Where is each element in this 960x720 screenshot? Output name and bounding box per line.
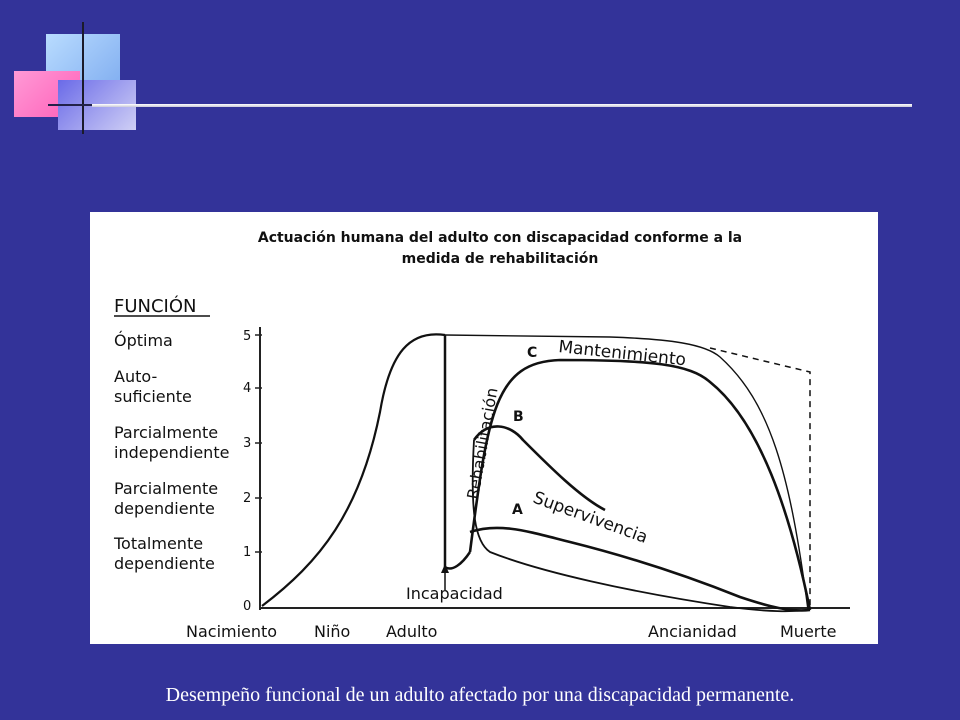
figure-title: Actuación humana del adulto con discapacidad conforme a la medida de rehabilitación	[257, 230, 743, 267]
label-c: C	[527, 345, 538, 361]
label-rehabilitacion: Rehabilitación	[463, 386, 502, 501]
level-label-4: Auto-suficiente	[114, 367, 192, 406]
y-tick-3: 3	[243, 436, 252, 451]
diagram-canvas	[90, 212, 878, 644]
label-incapacidad: Incapacidad	[406, 584, 503, 603]
label-mantenimiento: Mantenimiento	[557, 337, 687, 371]
y-tick-1: 1	[243, 545, 252, 560]
x-label-muerte: Muerte	[780, 622, 837, 641]
x-label-adulto: Adulto	[386, 622, 438, 641]
x-label-ancianidad: Ancianidad	[648, 622, 737, 641]
decor-vertical-line	[82, 22, 84, 134]
dashed-projection	[710, 348, 810, 610]
label-a: A	[512, 502, 523, 518]
growth-curve	[262, 334, 445, 606]
function-diagram	[90, 212, 878, 644]
normal-aging-curve	[445, 335, 808, 610]
level-label-3: Parcialmente independiente	[114, 423, 230, 462]
curve-c-rehabilitation	[470, 360, 810, 610]
slide-caption: Desempeño funcional de un adulto afectado por una discapacidad permanente.	[165, 684, 795, 706]
y-tick-4: 4	[243, 381, 252, 396]
disability-drop	[445, 335, 470, 569]
x-label-nacimiento: Nacimiento	[186, 622, 278, 641]
label-b: B	[513, 409, 524, 425]
decor-title-rule	[92, 104, 912, 107]
y-tick-2: 2	[243, 491, 252, 506]
y-tick-5: 5	[243, 329, 252, 344]
y-axis-heading: FUNCIÓN	[114, 296, 197, 317]
y-tick-0: 0	[243, 599, 252, 614]
x-label-nino: Niño	[314, 622, 351, 641]
level-label-5: Óptima	[114, 331, 173, 350]
label-supervivencia: Supervivencia	[530, 487, 651, 548]
level-label-1: Totalmente dependiente	[114, 534, 215, 573]
level-label-2: Parcialmente dependiente	[114, 479, 219, 518]
